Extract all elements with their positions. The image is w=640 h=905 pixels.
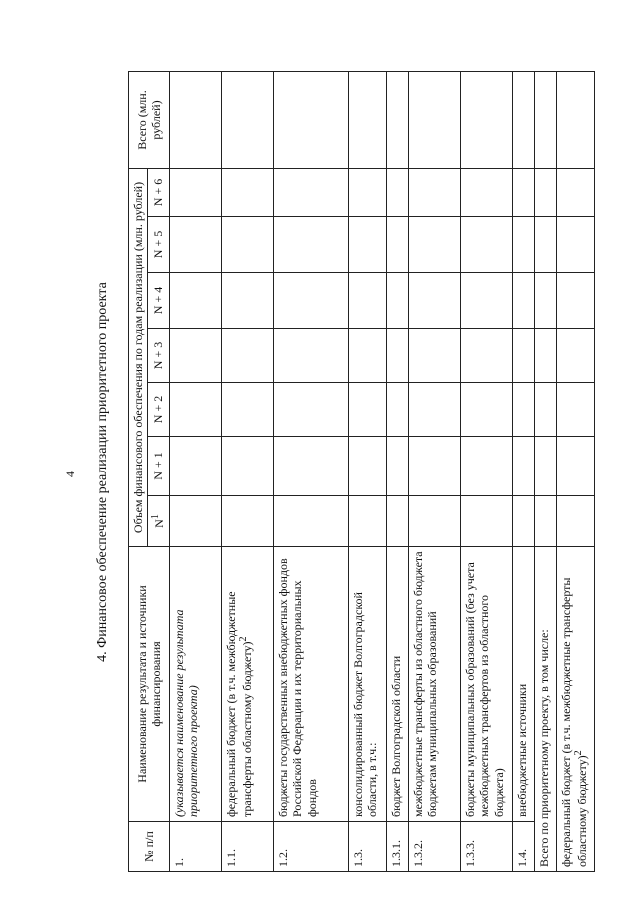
value-cell	[221, 217, 273, 273]
value-cell	[169, 169, 221, 217]
value-cell	[408, 383, 460, 437]
value-cell	[408, 72, 460, 169]
section-heading: 4. Финансовое обеспечение реализации приоритетного проекта	[95, 282, 110, 662]
header-row	[129, 72, 148, 872]
value-cell	[534, 72, 556, 169]
value-cell	[534, 217, 556, 273]
value-cell	[169, 329, 221, 383]
row-name: бюджет Волгоградской области	[386, 547, 408, 822]
year-header: $N^1$	[148, 496, 169, 547]
value-cell	[169, 273, 221, 329]
value-cell	[556, 217, 594, 273]
year-header: N + 6	[148, 169, 169, 217]
row-number: 1.	[169, 822, 221, 872]
row-name: (указывается наименование результата приоритетного проекта)	[169, 547, 221, 822]
value-cell	[386, 496, 408, 547]
value-cell	[556, 169, 594, 217]
value-cell	[408, 496, 460, 547]
value-cell	[556, 437, 594, 496]
row-number: 1.2.	[273, 822, 348, 872]
value-cell	[408, 329, 460, 383]
value-cell	[460, 329, 512, 383]
row-number: 1.3.1.	[386, 822, 408, 872]
value-cell	[386, 329, 408, 383]
value-cell	[512, 383, 534, 437]
year-header: N + 4	[148, 273, 169, 329]
table-row	[221, 72, 273, 872]
value-cell	[512, 72, 534, 169]
row-name: консолидированный бюджет Волгоградской области, в т.ч.:	[348, 547, 386, 822]
value-cell	[408, 217, 460, 273]
year-header: N + 5	[148, 217, 169, 273]
value-cell	[221, 72, 273, 169]
value-cell	[534, 329, 556, 383]
value-cell	[512, 496, 534, 547]
header-name: Наименование результата и источники финансирования	[129, 547, 170, 822]
table-row	[386, 72, 408, 872]
value-cell	[534, 383, 556, 437]
table-row	[348, 72, 386, 872]
year-header: N + 3	[148, 329, 169, 383]
value-cell	[221, 329, 273, 383]
value-cell	[408, 169, 460, 217]
value-cell	[386, 437, 408, 496]
value-cell	[460, 273, 512, 329]
value-cell	[221, 169, 273, 217]
value-cell	[348, 383, 386, 437]
value-cell	[386, 217, 408, 273]
row-name: бюджеты государственных внебюджетных фондов Российской Федерации и их территориальных фондов	[273, 547, 348, 822]
value-cell	[460, 437, 512, 496]
value-cell	[512, 169, 534, 217]
value-cell	[273, 273, 348, 329]
summary-label: Всего по приоритетному проекту, в том числе:	[534, 547, 556, 872]
value-cell	[348, 329, 386, 383]
value-cell	[221, 437, 273, 496]
header-num: № п/п	[129, 822, 170, 872]
row-number: 1.3.3.	[460, 822, 512, 872]
financing-table	[128, 71, 595, 872]
summary-row	[534, 72, 556, 872]
value-cell	[460, 169, 512, 217]
row-name: межбюджетные трансферты из областного бюджета бюджетам муниципальных образований	[408, 547, 460, 822]
year-header: N + 2	[148, 383, 169, 437]
value-cell	[273, 383, 348, 437]
value-cell	[273, 217, 348, 273]
value-cell	[534, 437, 556, 496]
value-cell	[460, 496, 512, 547]
value-cell	[534, 169, 556, 217]
value-cell	[512, 217, 534, 273]
value-cell	[386, 383, 408, 437]
row-name: федеральный бюджет (в т.ч. межбюджетные трансферты областному бюджету)$^2$	[221, 547, 273, 822]
summary-row	[556, 72, 594, 872]
row-name: бюджеты муниципальных образований (без учета межбюджетных трансфертов из областного бюджета)	[460, 547, 512, 822]
summary-label: федеральный бюджет (в т.ч. межбюджетные трансферты областному бюджету)$^2$	[556, 547, 594, 872]
value-cell	[460, 217, 512, 273]
value-cell	[221, 383, 273, 437]
value-cell	[460, 383, 512, 437]
rotated-content	[40, 72, 595, 872]
value-cell	[556, 383, 594, 437]
value-cell	[512, 329, 534, 383]
value-cell	[556, 72, 594, 169]
value-cell	[169, 496, 221, 547]
value-cell	[512, 273, 534, 329]
value-cell	[273, 496, 348, 547]
row-name: внебюджетные источники	[512, 547, 534, 822]
value-cell	[556, 273, 594, 329]
value-cell	[169, 383, 221, 437]
value-cell	[348, 273, 386, 329]
value-cell	[348, 437, 386, 496]
value-cell	[169, 437, 221, 496]
header-volume: Объем финансового обеспечения по годам реализации (млн. рублей)	[129, 169, 148, 547]
value-cell	[169, 217, 221, 273]
header-total: Всего (млн. рублей)	[129, 72, 170, 169]
table-row	[408, 72, 460, 872]
year-header: N + 1	[148, 437, 169, 496]
value-cell	[386, 273, 408, 329]
table-row	[512, 72, 534, 872]
value-cell	[221, 273, 273, 329]
row-number: 1.3.2.	[408, 822, 460, 872]
value-cell	[273, 169, 348, 217]
value-cell	[273, 329, 348, 383]
value-cell	[556, 329, 594, 383]
value-cell	[408, 437, 460, 496]
value-cell	[348, 72, 386, 169]
value-cell	[512, 437, 534, 496]
value-cell	[348, 217, 386, 273]
table-row	[460, 72, 512, 872]
value-cell	[534, 273, 556, 329]
value-cell	[273, 437, 348, 496]
row-number: 1.3.	[348, 822, 386, 872]
table-row	[169, 72, 221, 872]
value-cell	[460, 72, 512, 169]
value-cell	[169, 72, 221, 169]
value-cell	[348, 496, 386, 547]
value-cell	[348, 169, 386, 217]
value-cell	[534, 496, 556, 547]
value-cell	[386, 72, 408, 169]
page-number: 4	[63, 471, 77, 477]
value-cell	[408, 273, 460, 329]
value-cell	[556, 496, 594, 547]
value-cell	[386, 169, 408, 217]
table-row	[273, 72, 348, 872]
value-cell	[273, 72, 348, 169]
row-number: 1.1.	[221, 822, 273, 872]
row-number: 1.4.	[512, 822, 534, 872]
value-cell	[221, 496, 273, 547]
